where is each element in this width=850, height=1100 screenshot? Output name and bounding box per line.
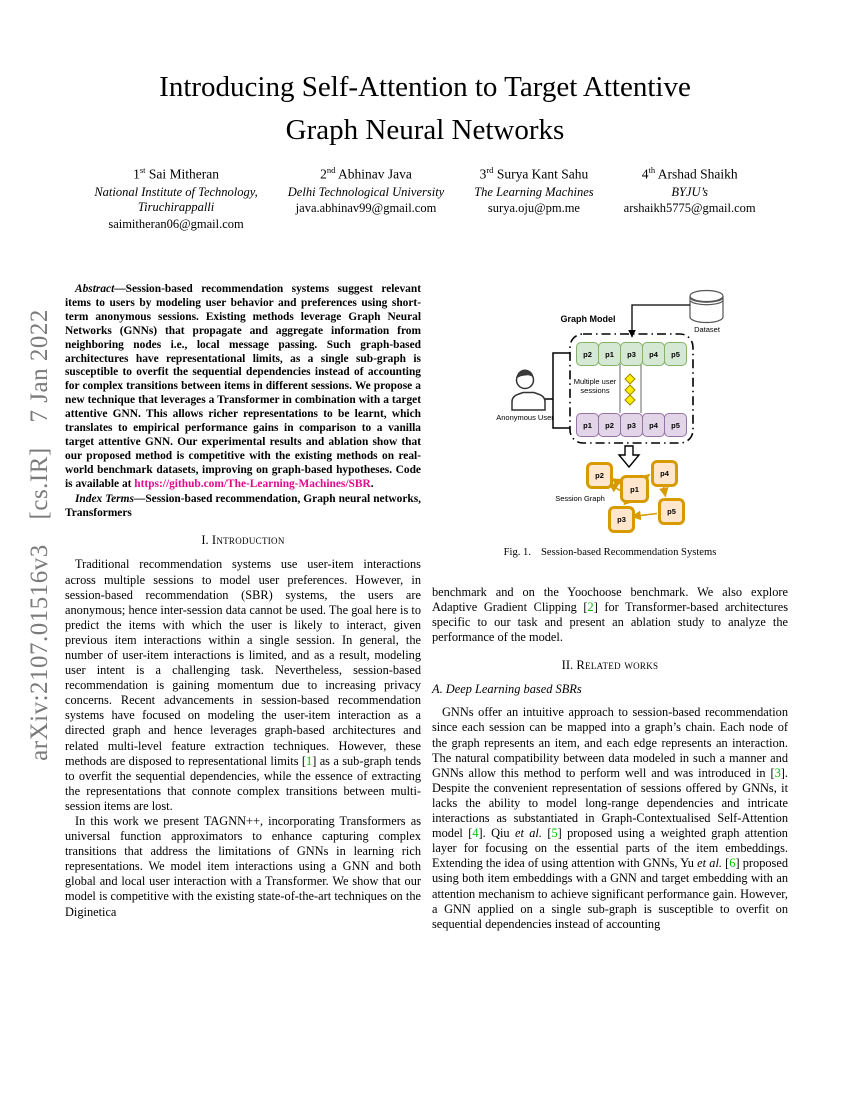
- citation-link[interactable]: 6: [729, 856, 736, 871]
- arxiv-sidebar-banner: [26, 300, 54, 770]
- graph-node: p2: [586, 462, 613, 489]
- author-email: surya.oju@pm.me: [487, 201, 580, 215]
- dataset-label: Dataset: [694, 325, 720, 334]
- session-item-cell: p1: [576, 413, 599, 437]
- graph-node: p5: [658, 498, 685, 525]
- session-item-cell: p5: [664, 342, 687, 366]
- page-title: [0, 66, 850, 152]
- title-line-2: Graph Neural Networks: [285, 114, 565, 146]
- citation-link[interactable]: 3: [774, 765, 781, 780]
- author-affiliation: BYJU’s: [671, 184, 708, 199]
- author-affiliation: Delhi Technological University: [287, 184, 445, 199]
- right-column: [432, 283, 788, 932]
- multiple-user-sessions-label: Multiple user sessions: [573, 377, 617, 395]
- arxiv-date: 7 Jan 2022: [26, 309, 53, 423]
- section-heading-related-works: II. Related works: [561, 658, 659, 673]
- session-item-cell: p4: [642, 413, 665, 437]
- figure-caption: Fig. 1. Session-based Recommendation Systems: [503, 547, 717, 558]
- intro-paragraph-1: Traditional recommendation systems use user-item interactions across multiple sessions to model user preferences. However, in session-based recommendation (SBR) systems, the users are anonymous; hence inter-session data cannot be used. The goal here is to predict the items with which the user is likely to interact, given previous item interactions within a single session. In general, the number of user-item interactions is limited, and as a result, modeling user intent is a challenging task. Nevertheless, session-based recommendation is gaining momentum due to increasing privacy concerns. Recent advancements in session-based recommendation systems have focused on modeling the user-item interaction as a directed graph and hence leverages graph-based architectures and related multi-level feature extraction techniques. However, these methods are disposed to representational limits [1] as a sub-graph tends to overfit the sequential dependencies, while the essence of extracting the representations that connote complex transitions between multi-session items are lost.: [65, 557, 421, 813]
- anonymous-user-icon: [512, 369, 545, 410]
- intro-paragraph-continued: benchmark and on the Yoochoose benchmark. We also explore Adaptive Gradient Clipping [2] for Transformer-based architectures specific to our task and present an ablation study to analyze the performance of the model.: [432, 585, 788, 645]
- session-item-cell: p2: [598, 413, 621, 437]
- section-heading-introduction: I. Introduction: [201, 533, 285, 548]
- graph-node: p1: [620, 475, 649, 503]
- author-name: 4th Arshad Shaikh: [641, 165, 738, 182]
- session-item-cell: p1: [598, 342, 621, 366]
- author-name: 2nd Abhinav Java: [320, 165, 412, 182]
- session-item-cell: p3: [620, 342, 643, 366]
- author-2: [288, 165, 444, 232]
- author-email: java.abhinav99@gmail.com: [295, 201, 437, 215]
- author-affiliation: The Learning Machines: [474, 184, 594, 199]
- author-name: 1st Sai Mitheran: [133, 165, 219, 182]
- graph-node: p4: [651, 460, 678, 487]
- dataset-cylinder-icon: [690, 291, 723, 323]
- session-graph-label: Session Graph: [555, 494, 605, 503]
- anonymous-user-label: Anonymous User: [496, 413, 554, 422]
- abstract-paragraph: Abstract—Session-based recommendation systems suggest relevant items to users by modeling user behavior and preferences using short-term anonymous sessions. Existing methods leverage Graph Neural Networks (GNNs) that propagate and aggregate information from neighboring nodes i.e., local message passing. Such graph-based architectures have representational limits, as a single sub-graph is susceptible to overfit the sequential dependencies instead of accounting for complex transitions between items in different sessions. We propose a new technique that leverages a Transformer in combination with a target attentive GNN. This allows richer representations to be learnt, which translates to empirical performance gains in comparison to a vanilla target attentive GNN. Our experimental results and ablation show that our proposed method is competitive with the existing methods on real-world benchmark datasets, improving on graph-based hypotheses. Code is available at https://github.com/The-Learning-Machines/SBR.: [65, 283, 421, 490]
- figure-1: [432, 283, 788, 575]
- arxiv-id: arXiv:2107.01516v3: [26, 544, 53, 761]
- related-works-paragraph: GNNs offer an intuitive approach to session-based recommendation since each session can be mapped into a graph’s chain. Each node of the graph represents an item, and each edge represents an interaction. The natural compatibility between data modeled in such a manner and GNNs allow this method to perform well and was introduced in [3]. Despite the convenient representation of sessions offered by GNNs, it lacks the ability to model long-range dependencies and intricate interactions as substantiated in Graph-Contextualised Self-Attention model [4]. Qiu et al. [5] proposed using a weighted graph attention layer for focusing on the essential parts of the item embeddings. Extending the idea of using attention with GNNs, Yu et al. [6] proposed using both item embeddings with a GNN and target embedding with an attention mechanism to achieve significant performance gain. However, a GNN applied on a single sub-graph is susceptible to overfit on sequential dependencies instead of accounting: [432, 705, 789, 931]
- session-item-cell: p3: [620, 413, 643, 437]
- author-affiliation: National Institute of Technology, Tiruchirappalli: [94, 184, 258, 214]
- author-1: [94, 165, 257, 232]
- title-line-1: Introducing Self-Attention to Target Attentive: [159, 71, 691, 103]
- author-email: saimitheran06@gmail.com: [108, 216, 244, 231]
- github-repo-link[interactable]: https://github.com/The-Learning-Machines/SBR: [134, 477, 371, 490]
- session-item-cell: p2: [576, 342, 599, 366]
- citation-link[interactable]: 4: [472, 826, 479, 841]
- author-3: [474, 165, 593, 232]
- index-terms: Index Terms—Session-based recommendation, Graph neural networks, Transformers: [65, 492, 422, 519]
- intro-paragraph-2: In this work we present TAGNN++, incorporating Transformers as universal function approximators to enhance capturing complex transitions that address the limitations of GNNs in learning rich representations. We model item interactions using a GNN and both global and local user interaction with a Transformer. We show that our model is competitive with the existing state-of-the-art techniques on the Diginetica: [65, 814, 421, 919]
- subsection-heading-deep-learning-sbrs: A. Deep Learning based SBRs: [432, 682, 582, 697]
- citation-link[interactable]: 5: [551, 826, 558, 841]
- graph-model-label: Graph Model: [560, 314, 616, 324]
- session-item-cell: p4: [642, 342, 665, 366]
- left-column: [65, 283, 421, 920]
- author-email: arshaikh5775@gmail.com: [623, 201, 756, 215]
- arxiv-category: [cs.IR]: [26, 447, 53, 520]
- graph-node: p3: [608, 506, 635, 533]
- author-name: 3rd Surya Kant Sahu: [479, 165, 589, 182]
- author-4: [624, 165, 756, 232]
- citation-link[interactable]: 1: [306, 753, 313, 768]
- citation-link[interactable]: 2: [587, 600, 594, 615]
- author-block: [60, 165, 790, 232]
- session-item-cell: p5: [664, 413, 687, 437]
